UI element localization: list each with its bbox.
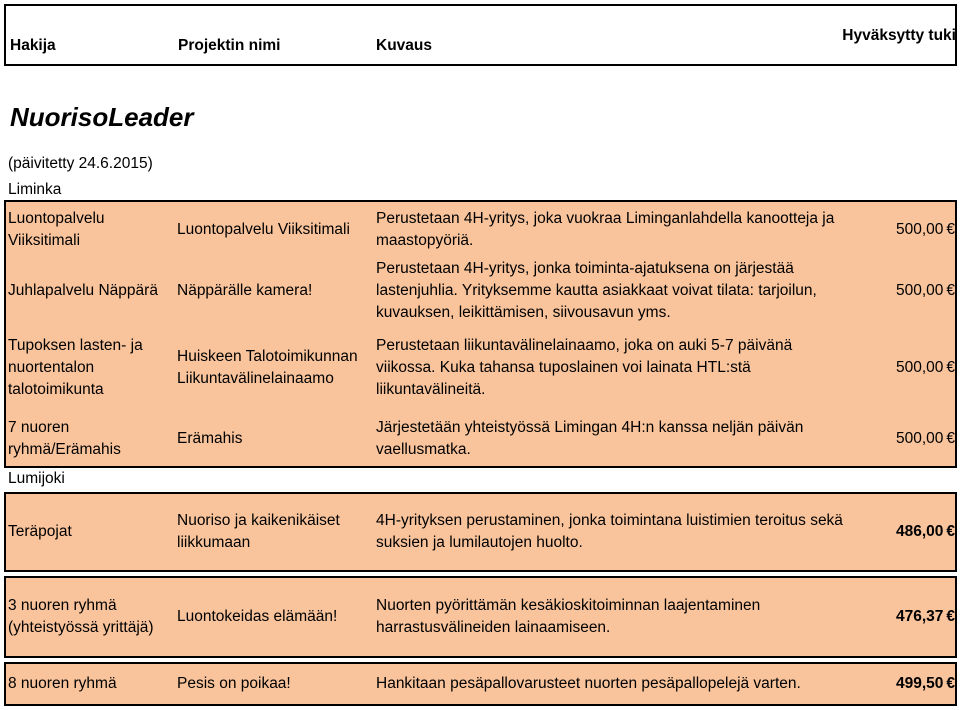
row4-project: Erämahis [177,430,243,447]
row7-applicant: 8 nuoren ryhmä [8,675,117,692]
row2-applicant: Juhlapalvelu Näppärä [8,282,158,299]
row1-amount: 500,00 € [895,221,955,238]
updated-date: (päivitetty 24.6.2015) [8,155,153,172]
row4-amount: 500,00 € [895,430,955,447]
row3-project: Huiskeen Talotoimikunnan Liikuntavälinelainaamo [177,348,358,387]
row5-project: Nuoriso ja kaikenikäiset liikkumaan [177,512,340,551]
header-description: Kuvaus [376,37,432,54]
row3-amount: 500,00 € [895,359,955,376]
row6-description: Nuorten pyörittämän kesäkioskitoiminnan laajentaminen harrastusvälineiden lainaamiseen. [376,597,761,636]
header-project: Projektin nimi [178,37,281,54]
page-title: NuorisoLeader [10,102,194,132]
row3-applicant: Tupoksen lasten- ja nuortentalon talotoimikunta [8,337,143,398]
row4-description: Järjestetään yhteistyössä Limingan 4H:n kanssa neljän päivän vaellusmatka. [376,419,804,458]
row4-applicant: 7 nuoren ryhmä/Erämahis [8,419,121,458]
row1-description: Perustetaan 4H-yritys, joka vuokraa Liminganlahdella kanootteja ja maastopyöriä. [376,210,835,249]
row2-amount: 500,00 € [895,282,955,299]
row6-project: Luontokeidas elämään! [177,608,338,625]
table-header [4,4,957,66]
header-applicant: Hakija [10,37,56,54]
row6-applicant: 3 nuoren ryhmä (yhteistyössä yrittäjä) [8,597,154,636]
row7-description: Hankitaan pesäpallovarusteet nuorten pesäpallopelejä varten. [376,675,801,692]
row5-applicant: Teräpojat [8,523,72,540]
row3-description: Perustetaan liikuntavälinelainaamo, joka on auki 5-7 päivänä viikossa. Kuka tahansa tuposlainen voi lainata HTL:stä liikuntavälineitä. [376,337,793,398]
row5-description: 4H-yrityksen perustaminen, jonka toimintana luistimien teroitus sekä suksien ja lumilautojen huolto. [376,512,843,551]
section-lumijoki: Lumijoki [8,470,65,487]
row2-description: Perustetaan 4H-yritys, jonka toiminta-ajatuksena on järjestää lastenjuhlia. Yrityksemme kautta asiakkaat voivat tilata: tarjoilun, kuvauksen, leikittämisen, siivousavun yms. [376,260,817,321]
row7-amount: 499,50 € [895,675,955,692]
row1-project: Luontopalvelu Viiksitimali [177,221,350,238]
row7-project: Pesis on poikaa! [177,675,291,692]
row1-applicant: Luontopalvelu Viiksitimali [8,210,105,249]
section-liminka: Liminka [8,181,62,198]
row6-amount: 476,37 € [895,608,955,625]
row5-amount: 486,00 € [895,523,955,540]
row2-project: Näppärälle kamera! [177,282,313,299]
header-approved: Hyväksytty tuki [842,27,956,44]
